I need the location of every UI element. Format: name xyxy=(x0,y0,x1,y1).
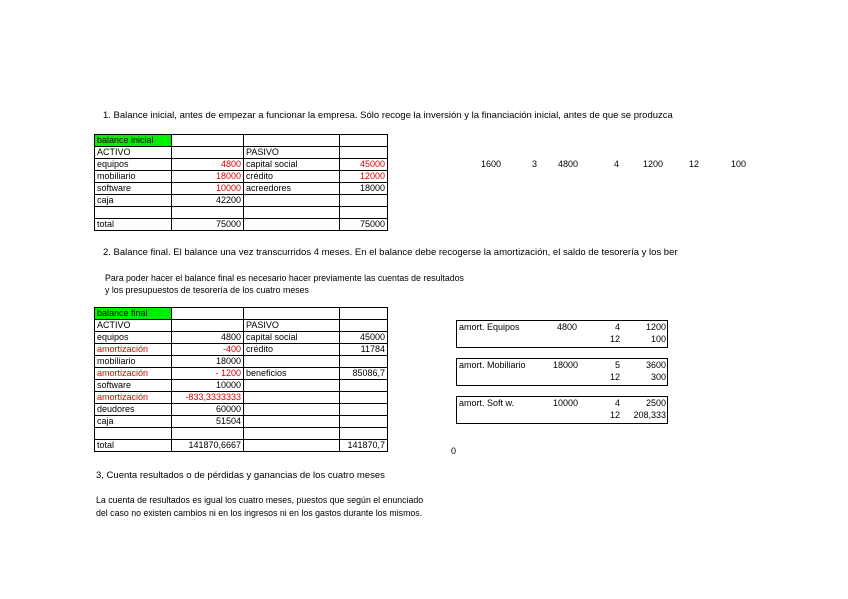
cell: caja xyxy=(95,195,172,207)
side-value: 1200 xyxy=(643,159,664,169)
amort-software-box xyxy=(456,396,668,424)
table-row xyxy=(95,404,388,416)
amort-mobiliario-box xyxy=(456,358,668,386)
side-value: 12 xyxy=(689,159,700,169)
cell: 4800 xyxy=(172,159,244,171)
cell: 85086,7 xyxy=(340,368,388,380)
cell: 12000 xyxy=(340,171,388,183)
cell: 10000 xyxy=(172,183,244,195)
cell: 45000 xyxy=(340,332,388,344)
total-row xyxy=(95,219,388,231)
cell: - 1200 xyxy=(172,368,244,380)
amort-base: 10000 xyxy=(553,398,579,408)
amort-value: 300 xyxy=(650,372,666,382)
cell: crédito xyxy=(244,171,340,183)
side-value: 100 xyxy=(731,159,747,169)
amort-base: 4800 xyxy=(557,322,578,332)
section2-note-2: y los presupuestos de tesorería de los cuatro meses xyxy=(105,285,309,295)
amort-value: 1200 xyxy=(645,322,666,332)
table-row xyxy=(95,356,388,368)
cell: -833,3333333 xyxy=(172,392,244,404)
side-value: 4800 xyxy=(558,159,579,169)
amort-value: 2500 xyxy=(645,398,666,408)
cell xyxy=(340,195,388,207)
cell: 11784 xyxy=(340,344,388,356)
table-row xyxy=(95,159,388,171)
pasivo-header: PASIVO xyxy=(244,147,340,159)
cell: total xyxy=(95,219,172,231)
amort-label: amort. Soft w. xyxy=(459,398,515,408)
table-row xyxy=(95,195,388,207)
cell xyxy=(244,392,340,404)
amort-equipos-box xyxy=(456,320,668,348)
amort-months: 4 xyxy=(614,322,620,332)
cell: mobiliario xyxy=(95,356,172,368)
cell: -400 xyxy=(172,344,244,356)
side-value: 3 xyxy=(532,159,538,169)
cell: 75000 xyxy=(340,219,388,231)
cell xyxy=(340,356,388,368)
section3-text-2: del caso no existen cambios ni en los ingresos ni en los gastos durante los mismos. xyxy=(96,508,423,518)
table-row xyxy=(95,392,388,404)
section3-text-1: La cuenta de resultados es igual los cuatro meses, puestos que según el enunciado xyxy=(96,495,424,505)
cell: equipos xyxy=(95,159,172,171)
amort-months: 12 xyxy=(609,334,620,344)
cell: software xyxy=(95,380,172,392)
balance-difference: 0 xyxy=(451,446,457,456)
cell: total xyxy=(95,440,172,452)
cell: 60000 xyxy=(172,404,244,416)
cell xyxy=(244,380,340,392)
cell: amortización xyxy=(95,392,172,404)
balance-inicial-table xyxy=(94,134,388,231)
cell: deudores xyxy=(95,404,172,416)
amort-months: 5 xyxy=(614,360,620,370)
cell: 10000 xyxy=(172,380,244,392)
cell: mobiliario xyxy=(95,171,172,183)
cell: 141870,6667 xyxy=(172,440,244,452)
amort-base: 18000 xyxy=(553,360,579,370)
cell: 4800 xyxy=(172,332,244,344)
side-value: 1600 xyxy=(481,159,502,169)
amort-value: 3600 xyxy=(645,360,666,370)
section2-note-1: Para poder hacer el balance final es necesario hacer previamente las cuentas de resultados xyxy=(105,273,464,283)
section2-heading: 2. Balance final. El balance una vez transcurridos 4 meses. En el balance debe recogerse la amortización, el saldo de tesorería y los ber xyxy=(103,247,678,258)
cell: capital social xyxy=(244,332,340,344)
amort-months: 12 xyxy=(609,372,620,382)
side-value: 4 xyxy=(614,159,620,169)
cell xyxy=(340,404,388,416)
cell: 51504 xyxy=(172,416,244,428)
table-row xyxy=(95,368,388,380)
table-row xyxy=(95,416,388,428)
table-row xyxy=(95,332,388,344)
cell xyxy=(244,195,340,207)
cell xyxy=(244,404,340,416)
cell: 75000 xyxy=(172,219,244,231)
cell: capital social xyxy=(244,159,340,171)
cell: 45000 xyxy=(340,159,388,171)
activo-header: ACTIVO xyxy=(95,147,172,159)
table-row xyxy=(95,380,388,392)
cell xyxy=(244,416,340,428)
balance-final-table xyxy=(94,307,388,452)
cell: crédito xyxy=(244,344,340,356)
amort-months: 12 xyxy=(609,410,620,420)
cell xyxy=(340,380,388,392)
cell: beneficios xyxy=(244,368,340,380)
amort-label: amort. Equipos xyxy=(459,322,520,332)
section3-heading: 3, Cuenta resultados o de pérdidas y ganancias de los cuatro meses xyxy=(96,470,385,481)
amort-months: 4 xyxy=(614,398,620,408)
amort-value: 100 xyxy=(650,334,666,344)
cell: software xyxy=(95,183,172,195)
table-row xyxy=(95,183,388,195)
cell: 141870,7 xyxy=(340,440,388,452)
cell: amortización xyxy=(95,368,172,380)
pasivo-header: PASIVO xyxy=(244,320,340,332)
cell: acreedores xyxy=(244,183,340,195)
cell xyxy=(244,356,340,368)
cell xyxy=(340,392,388,404)
section1-heading: 1. Balance inicial, antes de empezar a funcionar la empresa. Sólo recoge la inversión y la financiación inicial, antes de que se produzca xyxy=(103,110,673,121)
total-row xyxy=(95,440,388,452)
amort-label: amort. Mobiliario xyxy=(459,360,526,370)
amort-value: 208,333 xyxy=(633,410,666,420)
cell: amortización xyxy=(95,344,172,356)
table-row xyxy=(95,344,388,356)
activo-header: ACTIVO xyxy=(95,320,172,332)
cell: caja xyxy=(95,416,172,428)
cell: 18000 xyxy=(172,356,244,368)
cell: 18000 xyxy=(340,183,388,195)
cell: 42200 xyxy=(172,195,244,207)
cell: 18000 xyxy=(172,171,244,183)
table-row xyxy=(95,171,388,183)
cell: equipos xyxy=(95,332,172,344)
cell xyxy=(340,416,388,428)
balance-inicial-title: balance inicial xyxy=(95,135,172,147)
balance-final-title: balance final xyxy=(95,308,172,320)
